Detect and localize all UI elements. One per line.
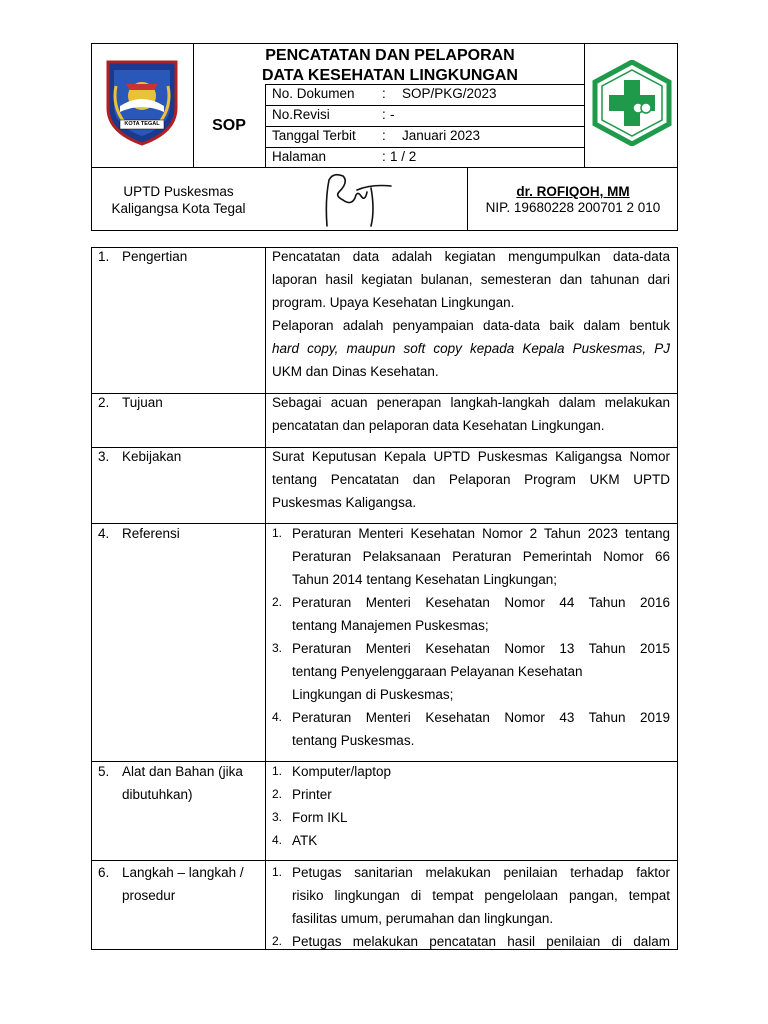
divider — [91, 167, 678, 168]
meta-label: No.Revisi — [272, 107, 330, 122]
section-label: Pengertian — [122, 249, 188, 264]
divider — [265, 247, 266, 950]
kota-tegal-logo — [102, 56, 182, 146]
section-label: Kebijakan — [122, 449, 182, 464]
sop-label: SOP — [212, 117, 246, 134]
list-item: 2. Peraturan Menteri Kesehatan Nomor 44 Tahun 2016 tentang Manajemen Puskesmas; — [272, 595, 670, 633]
section-number: 4. — [98, 526, 110, 541]
meta-sep: : — [382, 86, 386, 101]
document-title-line1: PENCATATAN DAN PELAPORAN — [265, 47, 515, 64]
section-number: 5. — [98, 764, 110, 779]
meta-sep: : — [382, 128, 386, 143]
meta-label: Tanggal Terbit — [272, 128, 356, 143]
list-item: 3. Form IKL — [272, 810, 348, 825]
section-number: 6. — [98, 865, 110, 880]
section-label: Tujuan — [122, 395, 163, 410]
org-name: UPTD Puskesmas Kaligangsa Kota Tegal — [111, 184, 246, 216]
section-number: 2. — [98, 395, 110, 410]
signer-name: dr. ROFIQOH, MM — [516, 184, 630, 199]
list-item: 1. Peraturan Menteri Kesehatan Nomor 2 Tahun 2023 tentang Peraturan Pelaksanaan Peraturan Pemerintah Nomor 66 Tahun 2014 tentang Kesehatan Lingkungan; — [272, 526, 670, 587]
meta-value: 1 / 2 — [390, 149, 417, 164]
section-number: 1. — [98, 249, 110, 264]
list-item: 3. Peraturan Menteri Kesehatan Nomor 13 Tahun 2015 tentang Penyelenggaraan Pelayanan Kesehatan Lingkungan di Puskesmas; — [272, 641, 670, 702]
section-text: Sebagai acuan penerapan langkah-langkah dalam melakukan pencatatan dan pelaporan data Kesehatan Lingkungan. — [272, 395, 670, 433]
section-number: 3. — [98, 449, 110, 464]
meta-value: Januari 2023 — [402, 128, 481, 143]
meta-sep: : — [382, 107, 386, 122]
meta-sep: : — [382, 149, 386, 164]
handwritten-signature — [305, 170, 405, 228]
meta-value: - — [390, 107, 395, 122]
section-text: Pencatatan data adalah kegiatan mengumpulkan data-data laporan hasil kegiatan bulanan, semesteran dan tahunan dari program. Upaya Kesehatan Lingkungan. Pelaporan adalah penyampaian data-data baik dalam bentuk hard copy, maupun soft copy kepada Kepala Puskesmas, PJ UKM dan Dinas Kesehatan. — [272, 249, 670, 379]
logo-caption: KOTA TEGAL — [124, 121, 160, 127]
list-item: 1. Petugas sanitarian melakukan penilaian terhadap faktor risiko lingkungan di tempat pengelolaan pangan, tempat fasilitas umum, perumahan dan lingkungan. — [272, 865, 670, 926]
section-text: Surat Keputusan Kepala UPTD Puskesmas Kaligangsa Nomor tentang Pencatatan dan Pelaporan Program UKM UPTD Puskesmas Kaligangsa. — [272, 449, 670, 510]
document-title-line2: DATA KESEHATAN LINGKUNGAN — [262, 67, 518, 84]
list-item: 2. Printer — [272, 787, 332, 802]
list-item: 1. Komputer/laptop — [272, 764, 392, 779]
list-item: 4. Peraturan Menteri Kesehatan Nomor 43 Tahun 2019 tentang Puskesmas. — [272, 710, 670, 748]
meta-label: Halaman — [272, 149, 327, 164]
signer-nip: NIP. 19680228 200701 2 010 — [485, 200, 661, 215]
puskesmas-logo — [591, 60, 673, 146]
section-label: Langkah – langkah / prosedur — [122, 865, 244, 903]
section-label: Alat dan Bahan (jika dibutuhkan) — [122, 764, 243, 802]
meta-label: No. Dokumen — [272, 86, 355, 101]
list-item: 2. Petugas melakukan pencatatan hasil penilaian di dalam — [272, 934, 670, 949]
list-item: 4. ATK — [272, 833, 318, 848]
meta-value: SOP/PKG/2023 — [402, 86, 497, 101]
section-label: Referensi — [122, 526, 180, 541]
